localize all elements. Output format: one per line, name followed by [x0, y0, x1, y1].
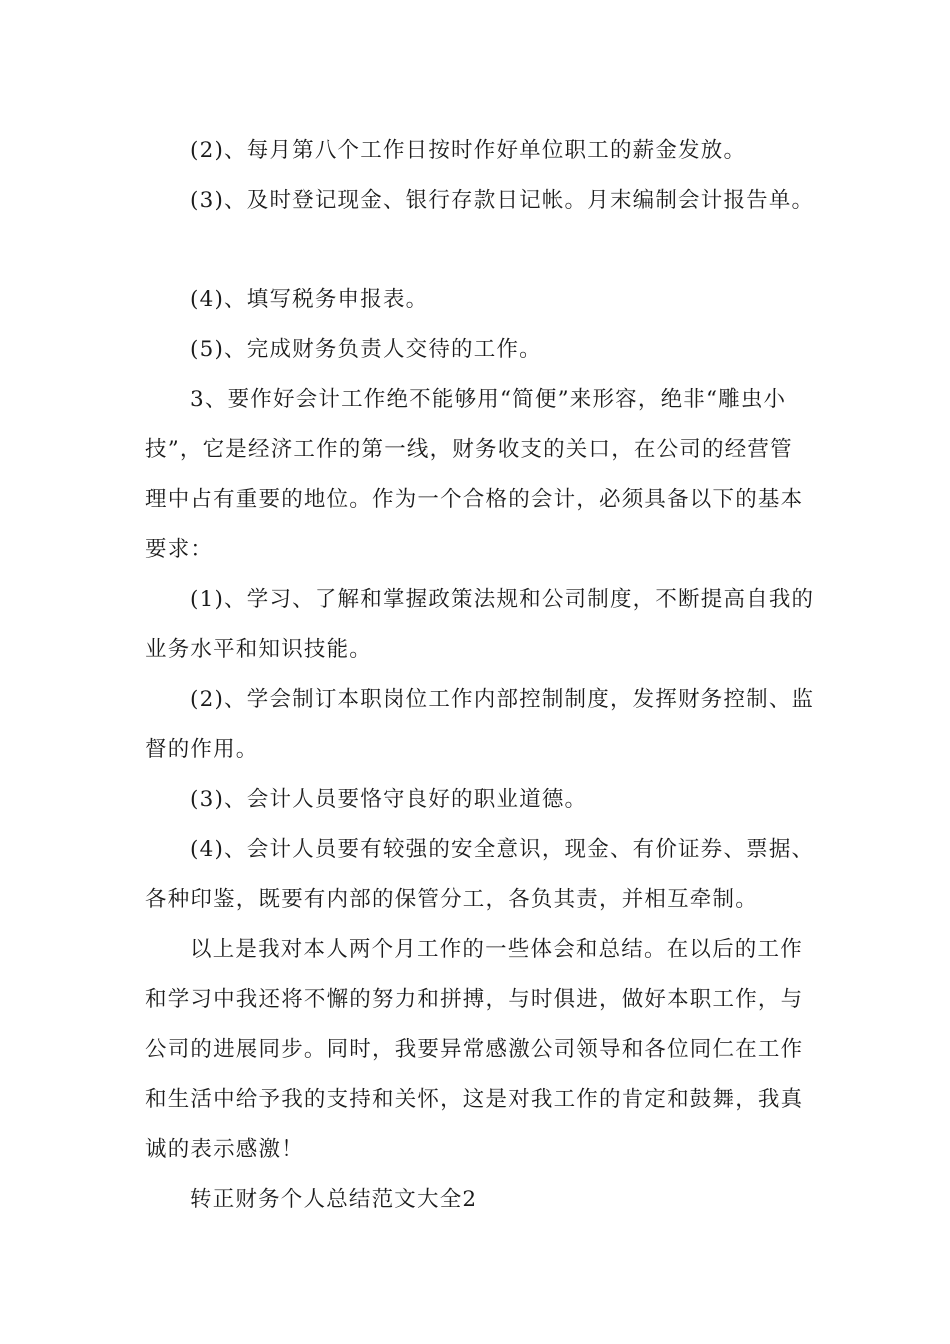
- list-item-cash-journal: (3)、及时登记现金、银行存款日记帐。月末编制会计报告单。: [190, 188, 815, 213]
- requirement-item: (4)、会计人员要有较强的安全意识，现金、有价证券、票据、: [190, 837, 815, 862]
- closing-paragraph-line: 和学习中我还将不懈的努力和拼搏，与时俱进，做好本职工作，与: [145, 987, 804, 1012]
- paragraph-line: 技”，它是经济工作的第一线，财务收支的关口，在公司的经营管: [145, 437, 793, 462]
- list-item-assigned-work: (5)、完成财务负责人交待的工作。: [190, 337, 542, 362]
- requirement-item: (2)、学会制订本职岗位工作内部控制制度，发挥财务控制、监: [190, 687, 815, 712]
- paragraph-line: 3、要作好会计工作绝不能够用“简便”来形容，绝非“雕虫小: [190, 387, 787, 412]
- closing-paragraph-line: 以上是我对本人两个月工作的一些体会和总结。在以后的工作: [190, 937, 803, 962]
- paragraph-line: 理中占有重要的地位。作为一个合格的会计，必须具备以下的基本: [145, 487, 804, 512]
- section-heading: 转正财务个人总结范文大全2: [190, 1187, 478, 1212]
- closing-paragraph-line: 和生活中给予我的支持和关怀，这是对我工作的肯定和鼓舞，我真: [145, 1087, 804, 1112]
- requirement-item-cont: 各种印鉴，既要有内部的保管分工，各负其责，并相互牵制。: [145, 887, 758, 912]
- list-item-salary: (2)、每月第八个工作日按时作好单位职工的薪金发放。: [190, 138, 747, 163]
- requirement-item-cont: 业务水平和知识技能。: [145, 637, 373, 662]
- requirement-item: (1)、学习、了解和掌握政策法规和公司制度，不断提高自我的: [190, 587, 815, 612]
- requirement-item-cont: 督的作用。: [145, 737, 259, 762]
- paragraph-line: 要求：: [145, 537, 214, 562]
- requirement-item: (3)、会计人员要恪守良好的职业道德。: [190, 787, 588, 812]
- closing-paragraph-line: 诚的表示感激！: [145, 1137, 304, 1162]
- closing-paragraph-line: 公司的进展同步。同时，我要异常感激公司领导和各位同仁在工作: [145, 1037, 804, 1062]
- list-item-tax-form: (4)、填写税务申报表。: [190, 287, 429, 312]
